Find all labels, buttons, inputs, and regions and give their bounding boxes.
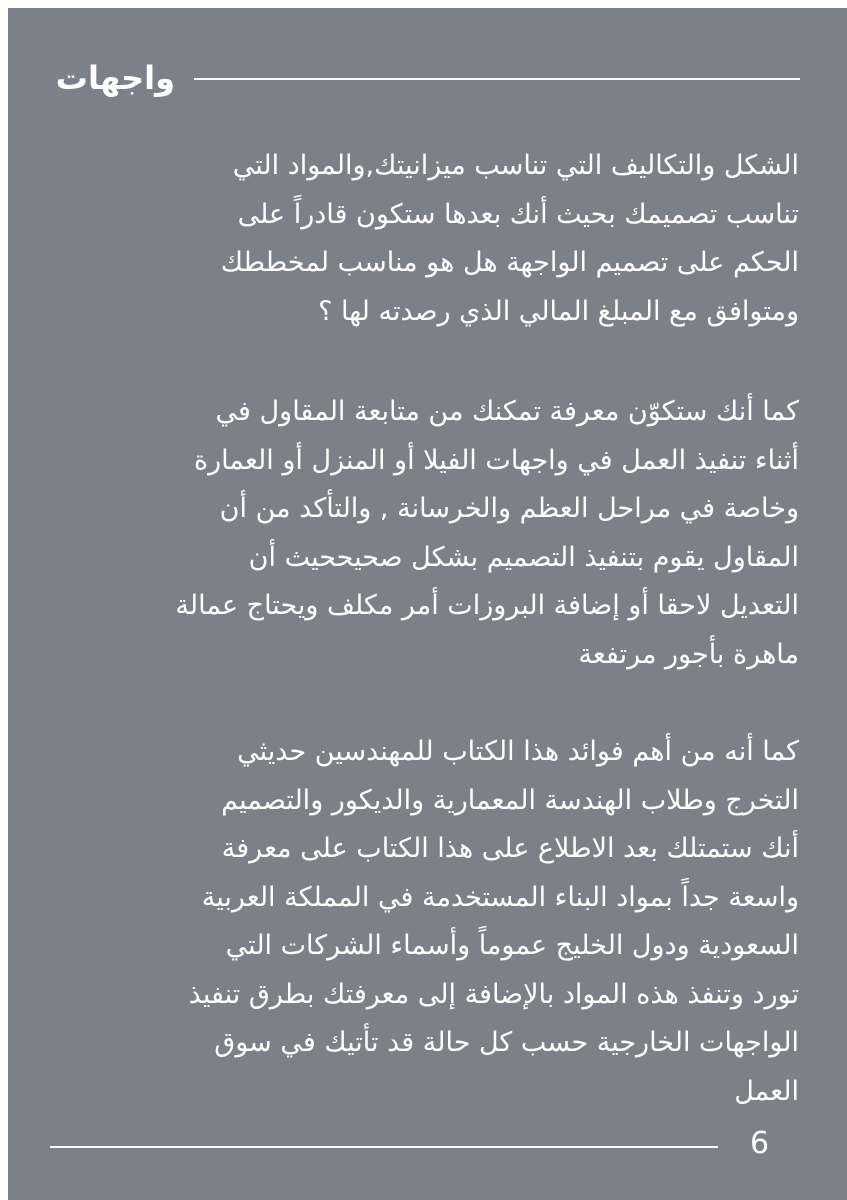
text-line: ومتوافق مع المبلغ المالي الذي رصدته لها ؟	[318, 295, 799, 327]
text-line: كما أنه من أهم فوائد هذا الكتاب للمهندسين حديثي	[237, 736, 799, 767]
header-divider	[194, 78, 800, 80]
text-line: التعديل لاحقا أو إضافة البروزات أمر مكلف ويحتاج عمالة	[175, 590, 799, 621]
text-line: أنك ستمتلك بعد الاطلاع على هذا الكتاب على معرفة	[221, 833, 799, 864]
page-number: 6	[750, 1126, 770, 1161]
text-line: العمل	[734, 1075, 799, 1107]
paragraph-2	[75, 388, 799, 679]
text-line: التخرج وطلاب الهندسة المعمارية والديكور والتصميم	[221, 784, 799, 816]
paragraph-1	[75, 142, 799, 336]
footer-divider	[50, 1146, 718, 1148]
text-line: السعودية ودول الخليج عموماً وأسماء الشركات التي	[225, 930, 799, 961]
text-line: الشكل والتكاليف التي تناسب ميزانيتك,والمواد التي	[232, 150, 799, 181]
paragraph-3	[75, 728, 799, 1116]
page-header	[8, 56, 847, 116]
text-line: وخاصة في مراحل العظم والخرسانة , والتأكد من أن	[219, 493, 799, 524]
text-line: المقاول يقوم بتنفيذ التصميم بشكل صحيححيث أن	[248, 541, 799, 573]
page-title: واجهات	[55, 59, 175, 97]
page-footer	[8, 1124, 847, 1168]
document-page	[8, 8, 847, 1200]
text-line: واسعة جداً بمواد البناء المستخدمة في المملكة العربية	[201, 881, 799, 913]
text-line: أثناء تنفيذ العمل في واجهات الفيلا أو المنزل أو العمارة	[193, 444, 799, 476]
text-line: الواجهات الخارجية حسب كل حالة قد تأتيك في سوق	[214, 1027, 799, 1058]
text-line: ماهرة بأجور مرتفعة	[578, 638, 799, 670]
text-line: الحكم على تصميم الواجهة هل هو مناسب لمخططك	[220, 247, 799, 278]
text-line: تورد وتنفذ هذه المواد بالإضافة إلى معرفتك بطرق تنفيذ	[188, 978, 799, 1010]
text-line: تناسب تصميمك بحيث أنك بعدها ستكون قادراً على	[237, 198, 799, 230]
text-line: كما أنك ستكوّن معرفة تمكنك من متابعة المقاول في	[215, 396, 799, 427]
